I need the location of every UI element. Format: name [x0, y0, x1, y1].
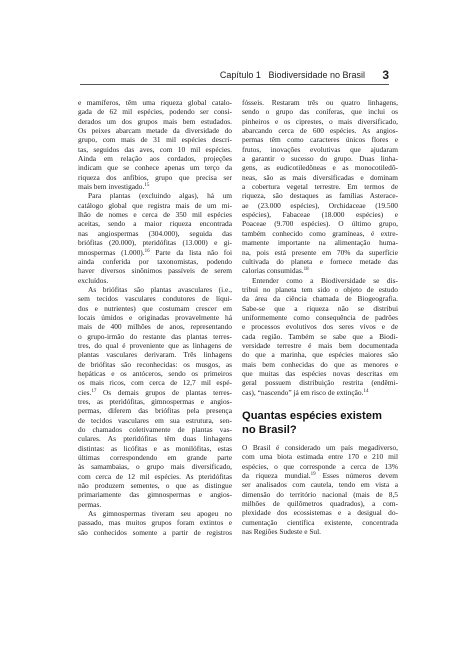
line-text: Ainda em relação aos cordados, projeções [78, 154, 232, 164]
line-text: com cerca de 12 mil espécies. As pteridófitas [78, 471, 232, 481]
line-text-after: Os demais grupos de plantas terres- [96, 387, 232, 397]
line-text: primariamente das gimnospermas e angios- [78, 490, 232, 500]
text-line [242, 154, 398, 163]
line-text: tres, as pteridófitas, gimnospermas e angios- [78, 397, 232, 406]
line-text: permas, diferem das briófitas pela presença [78, 406, 232, 416]
line-text: briófitas (20.000), pteridófitas (13.000) e gi- [78, 238, 232, 248]
text-line [78, 350, 232, 359]
line-text: dos e nutrientes) que costumam crescer em [78, 303, 232, 313]
line-text: catálogo global que registra mais de um mi- [78, 200, 232, 210]
line-text: com uma biota estimada entre 170 e 210 mil [242, 452, 398, 462]
line-text: últimas correspondendo em grande parte [78, 453, 232, 463]
text-line [78, 341, 232, 350]
text-line [78, 210, 232, 219]
line-text: do que a marinha, que espécies maiores são [242, 350, 398, 360]
line-text: a garantir o sucesso do grupo. Duas linha- [242, 154, 398, 164]
line-text: indicam que se conhece apenas um terço da [78, 163, 232, 173]
text-line [242, 117, 398, 126]
line-text: e processos evolutivos dos seres vivos e de [242, 322, 398, 332]
right-column [242, 98, 398, 536]
line-text: mamente importante na alimentação huma- [242, 238, 398, 248]
text-line [242, 229, 398, 238]
text-line [242, 360, 398, 369]
text-line [78, 276, 232, 285]
line-text: abarcando cerca de 600 espécies. As angios- [242, 126, 398, 136]
line-text: de briófitas são reconhecidas: os musgos, as [78, 359, 232, 369]
line-text: As briófitas são plantas avasculares (i.e., [88, 284, 232, 294]
line-text: da área da ciência chamada de Biogeografia. [242, 294, 398, 304]
text-line [78, 229, 232, 238]
text-line [78, 509, 232, 518]
text-line [78, 425, 232, 434]
line-text: tres, do qual é proveniente que as linhagens de [78, 340, 232, 350]
text-line [242, 341, 398, 350]
line-text: ser analisados com cautela, tendo em vista a [242, 480, 398, 490]
text-line [242, 219, 398, 228]
line-text: uniformemente como consequência de padrões [242, 312, 398, 322]
text-line [242, 471, 398, 480]
text-line [242, 527, 398, 536]
line-text: não produzem sementes, o que as distingue [78, 481, 232, 491]
line-text: O Brasil é considerado um país megadiverso, [242, 443, 398, 452]
text-line [78, 462, 232, 471]
text-line [242, 518, 398, 527]
line-text: As gimnospermas tiveram seu apogeu no [88, 509, 232, 519]
line-text: locais úmidos e originadas provavelmente há [78, 312, 232, 322]
line-text-after: Parte da lista não foi [149, 247, 232, 257]
text-line [78, 154, 232, 163]
line-text: versidade terrestre é mais bem documentada [242, 340, 398, 350]
text-line [78, 191, 232, 200]
line-text: sendo o grupo das coníferas, que inclui os [242, 107, 398, 117]
text-line [242, 201, 398, 210]
text-line [78, 201, 232, 210]
line-text: que muitas das espécies novas descritas em [242, 368, 398, 378]
line-text: fósseis. Restaram três ou quatro linhagens, [242, 98, 398, 107]
text-line [242, 443, 398, 452]
line-text: mais bem conhecidas do que as menores e [242, 359, 398, 369]
line-text: derados um dos grupos mais bem estudados. [78, 116, 232, 126]
text-line [242, 304, 398, 313]
line-text: às samambaias, o grupo mais diversificado, [78, 462, 232, 472]
text-line [242, 508, 398, 517]
text-line [242, 163, 398, 172]
text-line [242, 378, 398, 387]
footnote-ref[interactable]: 17 [91, 388, 97, 394]
text-line [242, 388, 398, 397]
text-line [78, 219, 232, 228]
line-text: cultivada do planeta e fornece metade das [242, 256, 398, 266]
text-line [78, 107, 232, 116]
text-line [242, 276, 398, 285]
line-text: a cobertura vegetal terrestre. Em termos de [242, 182, 398, 192]
line-text: mais de 400 milhões de anos, representando [78, 322, 232, 332]
text-line [242, 173, 398, 182]
line-text: e mamíferos, têm uma riqueza global catalo- [78, 98, 232, 107]
text-line [78, 173, 232, 182]
line-text: cada região. Também se sabe que a Biodi- [242, 331, 398, 341]
line-text: mais bem investigado. [78, 182, 145, 192]
right-column-bottom [242, 443, 398, 536]
line-text: da riqueza mundial. [242, 471, 311, 481]
text-line [78, 98, 232, 107]
text-line [242, 266, 398, 275]
text-line [78, 378, 232, 387]
text-line [242, 322, 398, 331]
line-text: aceitas, sendo a maior riqueza encontrada [78, 219, 232, 229]
section-heading: Quantas espécies existem no Brasil? [242, 410, 382, 436]
line-text: hepáticas e os antóceros, sendo os primeiros [78, 368, 232, 378]
line-text: nas angiospermas (304.000), seguida das [78, 228, 232, 238]
text-line [78, 266, 232, 275]
line-text: cas), “nascendo” já em risco de extinção. [242, 387, 364, 397]
footnote-ref[interactable]: 14 [363, 388, 369, 394]
text-line [78, 304, 232, 313]
text-line [242, 480, 398, 489]
line-text: gens, as eudicotiledôneas e as monocotiledô- [242, 163, 398, 173]
line-text: tribui no planeta tem sido o objeto de estudo [242, 284, 398, 294]
line-text: grupo, com mais de 31 mil espécies descri- [78, 135, 232, 145]
line-text: Sabe-se que a riqueza não se distribui [242, 303, 398, 313]
text-line [78, 528, 232, 537]
footnote-ref[interactable]: 15 [144, 183, 150, 189]
line-text: permas têm como caracteres únicos flores e [242, 135, 398, 145]
footnote-ref[interactable]: 18 [303, 267, 309, 273]
text-line [78, 406, 232, 415]
footnote-ref[interactable]: 16 [144, 248, 150, 254]
text-line [242, 499, 398, 508]
left-column [78, 98, 232, 537]
text-line [78, 238, 232, 247]
header-rule [80, 84, 389, 85]
text-line [242, 98, 398, 107]
right-column-top [242, 98, 398, 397]
line-text: do chamados coletivamente de plantas vas- [78, 425, 232, 435]
line-text: pinheiros e os ciprestes, o mais diversificado, [242, 116, 398, 126]
line-text: Os peixes abarcam metade da diversidade do [78, 126, 232, 136]
text-line [242, 294, 398, 303]
text-line [242, 210, 398, 219]
footnote-ref[interactable]: 19 [310, 472, 316, 478]
line-text: o grupo-irmão do restante das plantas terres- [78, 331, 232, 341]
line-text: geral possuem distribuição restrita (endêmi- [242, 378, 398, 388]
line-text: na, pois está presente em 70% da superfície [242, 247, 398, 257]
text-line [78, 444, 232, 453]
text-line [78, 472, 232, 481]
line-text: haver diversos sinônimos passíveis de serem [78, 266, 232, 276]
text-line [78, 369, 232, 378]
line-text: Poaceae (9.700 espécies). O último grupo, [242, 219, 398, 229]
text-line [78, 397, 232, 406]
line-text: também conhecido como gramíneas, é extre- [242, 228, 398, 238]
text-line [242, 145, 398, 154]
text-line [78, 416, 232, 425]
line-text: cumentação científica existente, concentrada [242, 517, 398, 527]
line-text: são conhecidos somente a partir de registros [78, 527, 232, 537]
text-line [78, 117, 232, 126]
chapter-title: Biodiversidade no Brasil [268, 70, 365, 80]
text-line [78, 481, 232, 490]
text-line [78, 126, 232, 135]
line-text: de tecidos vasculares em sua estrutura, sen- [78, 415, 232, 425]
line-text: lhão de nomes e cerca de 350 mil espécies [78, 210, 232, 220]
text-line [242, 313, 398, 322]
text-line [78, 135, 232, 144]
text-line [78, 182, 232, 191]
line-text: cies. [78, 387, 92, 397]
line-text: Para plantas (excluindo algas), há um [88, 191, 232, 201]
running-header [0, 68, 403, 82]
text-line [242, 257, 398, 266]
line-text: distintas: as licófitas e as monilófitas, estas [78, 443, 232, 453]
line-text: plexidade dos ecossistemas e a desigual do- [242, 508, 398, 518]
text-line [78, 145, 232, 154]
text-line [242, 126, 398, 135]
text-line [242, 107, 398, 116]
text-line [242, 490, 398, 499]
chapter-label: Capítulo 1 [219, 70, 261, 80]
running-header-chapter [220, 70, 365, 80]
line-text: permas. [78, 499, 102, 509]
text-line [242, 238, 398, 247]
line-text: plantas vasculares derivaram. Três linhagens [78, 350, 232, 360]
text-line [242, 332, 398, 341]
line-text: culares. As pteridófitas têm duas linhagens [78, 434, 232, 444]
text-line [78, 248, 232, 257]
text-line [242, 135, 398, 144]
line-text: tas, seguidos das aves, com 10 mil espécies. [78, 144, 232, 154]
text-line [242, 285, 398, 294]
line-text-after: Esses números devem [315, 471, 398, 481]
text-line [242, 350, 398, 359]
line-text: dimensão do território nacional (mais de 8,5 [242, 489, 398, 499]
line-text: Entender como a Biodiversidade se dis- [252, 275, 398, 285]
text-line [78, 163, 232, 172]
text-line [78, 294, 232, 303]
line-text: riqueza dos anfíbios, grupo que precisa ser [78, 172, 232, 182]
text-line [78, 453, 232, 462]
line-text: riqueza, são destaques as famílias Asterace- [242, 191, 398, 201]
text-line [78, 322, 232, 331]
text-line [242, 191, 398, 200]
text-line [78, 500, 232, 509]
text-line [242, 462, 398, 471]
text-line [242, 452, 398, 461]
text-line [78, 490, 232, 499]
line-text: calorias consumidas. [242, 266, 304, 276]
line-text: ainda conferida por taxonomistas, podendo [78, 256, 232, 266]
line-text: nas Regiões Sudeste e Sul. [242, 527, 322, 537]
line-text: mnospermas (1.000). [78, 247, 145, 257]
text-line [242, 248, 398, 257]
line-text: passado, mas muitos grupos foram extintos e [78, 518, 232, 528]
line-text: milhões de quilômetros quadrados), a com- [242, 499, 398, 509]
text-line [78, 313, 232, 322]
text-line [78, 332, 232, 341]
page-number: 3 [382, 68, 389, 82]
line-text: gada de 62 mil espécies, podendo ser consi- [78, 107, 232, 117]
line-text: neas, são as mais diversificadas e dominam [242, 172, 398, 182]
line-text: espécies), Fabaceae (18.000 espécies) e [242, 210, 398, 220]
text-line [242, 182, 398, 191]
line-text: sem tecidos vasculares condutores de líqui- [78, 294, 232, 304]
line-text: frutos, inovações evolutivas que ajudaram [242, 144, 398, 154]
text-line [78, 388, 232, 397]
text-line [78, 518, 232, 527]
text-line [78, 285, 232, 294]
line-text: ae (23.000 espécies), Orchidaceae (19.500 [242, 200, 398, 210]
line-text: excluídos. [78, 275, 109, 285]
text-line [242, 369, 398, 378]
line-text: espécies, o que corresponde a cerca de 13% [242, 461, 398, 471]
line-text: os mais ricos, com cerca de 12,7 mil espé- [78, 378, 232, 388]
text-line [78, 360, 232, 369]
text-line [78, 257, 232, 266]
text-line [78, 434, 232, 443]
